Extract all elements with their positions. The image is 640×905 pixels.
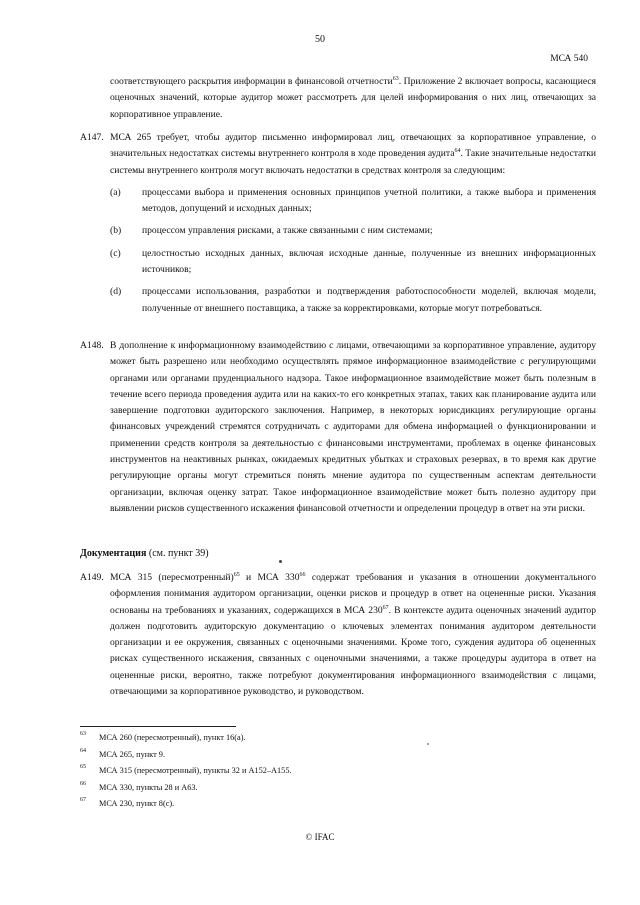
footnote-number: 67 — [80, 797, 86, 803]
footnote-text: МСА 330, пункты 28 и А63. — [99, 782, 198, 792]
item-text: процессом управления рисками, а также связанными с ним системами; — [142, 225, 433, 237]
item-label: (b) — [110, 225, 122, 237]
paragraph-label: A147. — [80, 132, 104, 143]
item-text: целостностью исходных данных, включая исходные данные, полученные из внешних информационных источников; — [142, 247, 596, 276]
footnote-number: 64 — [80, 747, 86, 754]
paragraph-text: и МСА 330 — [239, 572, 300, 583]
footnote-ref: 67 — [382, 604, 389, 611]
heading-bold: Документация — [80, 548, 147, 559]
item-list — [110, 185, 596, 317]
document-code: МСА 540 — [550, 54, 588, 64]
heading-reference: (см. пункт 39) — [146, 548, 209, 559]
item-label: (a) — [110, 186, 121, 198]
footnote-ref: 66 — [299, 571, 306, 578]
footnote-text: МСА 230, пункт 8(с). — [99, 799, 175, 808]
paragraph-continuation — [110, 74, 596, 123]
paragraph-body: В дополнение к информационному взаимодействию с лицами, отвечающими за корпоративное управление, аудитору может быть разрешено или необходимо осуществлять прямое информационное взаимодействие с регулирующими органами или органами пруденциального надзора. Такое информационное взаимодействие может быть полезным в течение всего периода проведения аудита или на каких-то его конкретных этапах, таких как планирование аудита или завершение подготовки аудиторского заключения. Например, в некоторых юрисдикциях регулирующие органы финансовых учреждений стремятся сотрудничать с аудиторами для обмена информацией о функционировании и применении средств контроля за деятельностью с финансовыми инструментами, проблемах в оценке финансовых инструментов на неактивных рынках, ожидаемых кредитных убытках и страховых резервах, в то время как другие регулирующие органы могут стремиться понять мнение аудитора по существенным аспектам деятельности организации, включая оценку затрат. Такое информационное взаимодействие может быть полезно аудитору при выявлении рисков существенного искажения финансовой отчетности и определении процедур в ответ на эти риски. — [110, 340, 596, 514]
paragraph-text: . Такие значительные недостатки системы внутреннего контроля могут включать недостатки в средствах контроля за следующим: — [110, 148, 597, 176]
footnote-text: МСА 260 (пересмотренный), пункт 16(а). — [99, 733, 246, 742]
item-text: процессами использования, разработки и подтверждения работоспособности моделей, включая модели, полученные от внешнего поставщика, а также за корректировками, которые могут потребоваться. — [142, 286, 596, 314]
copyright-footer: © IFAC — [305, 832, 335, 842]
paragraph-text: МСА 315 (пересмотренный) — [110, 572, 234, 583]
page-number: 50 — [315, 34, 325, 45]
footnote-ref: 64 — [454, 148, 461, 155]
paragraph-label: A149. — [80, 572, 104, 583]
paragraph-a148 — [80, 338, 596, 517]
list-item — [110, 223, 596, 239]
list-item — [110, 185, 596, 218]
footnote-ref: 63 — [392, 75, 399, 82]
list-item — [110, 284, 596, 317]
paragraph-label: A148. — [80, 340, 104, 351]
footnotes — [80, 733, 580, 816]
item-text: процессами выбора и применения основных принципов учетной политики, а также выбора и применения методов, допущений и исходных данных; — [142, 186, 596, 215]
scan-speck — [279, 560, 282, 563]
footnote-separator — [80, 726, 236, 727]
footnote-text: МСА 315 (пересмотренный), пункты 32 и А152–А155. — [99, 766, 292, 775]
section-heading — [80, 548, 209, 559]
paragraph-body — [110, 130, 596, 179]
footnote — [80, 766, 580, 783]
footnote-number: 66 — [80, 780, 86, 787]
paragraph-text: содержат требования и указания в отношении документального оформления понимания аудитором организации, оценки рисков и процедур в ответ на оцененные риски. Указания основаны на требованиях и указаниях, содержащихся в МСА 230 — [110, 572, 597, 616]
paragraph-text: соответствующего раскрытия информации в финансовой отчетности — [110, 76, 393, 87]
footnote — [80, 799, 580, 816]
item-label: (d) — [110, 286, 122, 298]
footnote — [80, 733, 580, 750]
paragraph-a149 — [80, 570, 596, 700]
paragraph-text: . Приложение 2 включает вопросы, касающиеся оценочных значений, которые аудитор может рассмотреть для целей информирования о них лиц, отвечающих за корпоративное управление. — [110, 76, 597, 120]
footnote — [80, 780, 580, 800]
paragraph-text: . В контексте аудита оценочных значений аудитор должен подготовить аудиторскую документацию о ключевых элементах понимания аудитором деятельности организации и ее окружения, связанных с оценочными значениями. Кроме того, суждения аудитора об оцененных рисках существенного искажения, связанных с оценочными значениями, а также процедуры аудитора в ответ на оцененные риски, вероятно, также потребуют документирования информационного взаимодействия с лицами, отвечающими за корпоративное руководство, и руководством. — [110, 604, 596, 698]
footnote — [80, 747, 580, 767]
footnote-number: 63 — [80, 731, 86, 737]
paragraph-text: МСА 265 требует, чтобы аудитор письменно информировал лиц, отвечающих за корпоративное управление, о значительных недостатках системы внутреннего контроля в ходе проведения аудита — [110, 132, 596, 160]
paragraph-body — [110, 570, 596, 700]
footnote-ref: 65 — [233, 571, 240, 578]
footnote-number: 65 — [80, 764, 86, 770]
list-item — [110, 246, 596, 279]
item-label: (c) — [110, 247, 121, 259]
footnote-text: МСА 265, пункт 9. — [99, 749, 166, 759]
paragraph-a147 — [80, 130, 596, 323]
